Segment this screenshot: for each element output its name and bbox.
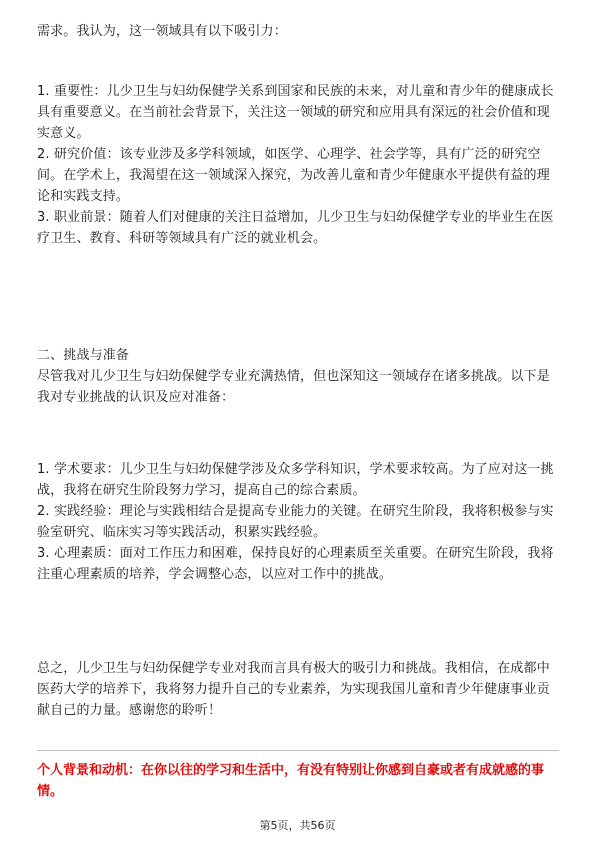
list-item: 1. 重要性：儿少卫生与妇幼保健学关系到国家和民族的未来，对儿童和青少年的健康成长具有重要意义。在当前社会背景下，关注这一领域的研究和应用具有深远的社会价值和现实意义。 <box>37 84 554 141</box>
section-intro: 尽管我对儿少卫生与妇幼保健学专业充满热情，但也深知这一领域存在诸多挑战。以下是我对专业挑战的认识及应对准备： <box>37 369 550 405</box>
divider <box>37 750 559 751</box>
section-challenges <box>37 345 561 408</box>
challenge-list <box>37 459 561 585</box>
attraction-list <box>37 81 561 249</box>
list-item: 3. 心理素质：面对工作压力和困难，保持良好的心理素质至关重要。在研究生阶段，我将注重心理素质的培养，学会调整心态，以应对工作中的挑战。 <box>37 546 554 582</box>
list-item: 3. 职业前景：随着人们对健康的关注日益增加，儿少卫生与妇幼保健学专业的毕业生在医疗卫生、教育、科研等领域具有广泛的就业机会。 <box>37 210 554 246</box>
list-item: 1. 学术要求：儿少卫生与妇幼保健学涉及众多学科知识，学术要求较高。为了应对这一挑战，我将在研究生阶段努力学习，提高自己的综合素质。 <box>37 462 554 498</box>
intro-paragraph: 需求。我认为，这一领域具有以下吸引力： <box>37 24 287 39</box>
interview-question: 个人背景和动机：在你以往的学习和生活中，有没有特别让你感到自豪或者有成就感的事情。 <box>37 763 545 799</box>
list-item: 2. 实践经验：理论与实践相结合是提高专业能力的关键。在研究生阶段，我将积极参与实验室研究、临床实习等实践活动，积累实践经验。 <box>37 504 554 540</box>
list-item: 2. 研究价值：该专业涉及多学科领域，如医学、心理学、社会学等，具有广泛的研究空间。在学术上，我渴望在这一领域深入探究，为改善儿童和青少年健康水平提供有益的理论和实践支持。 <box>37 147 550 204</box>
page-number: 第5页，共56页 <box>259 819 336 832</box>
section-heading: 二、挑战与准备 <box>37 348 130 363</box>
conclusion-paragraph: 总之，儿少卫生与妇幼保健学专业对我而言具有极大的吸引力和挑战。我相信，在成都中医药大学的培养下，我将努力提升自己的专业素养，为实现我国儿童和青少年健康事业贡献自己的力量。感谢您的聆听！ <box>37 661 550 718</box>
